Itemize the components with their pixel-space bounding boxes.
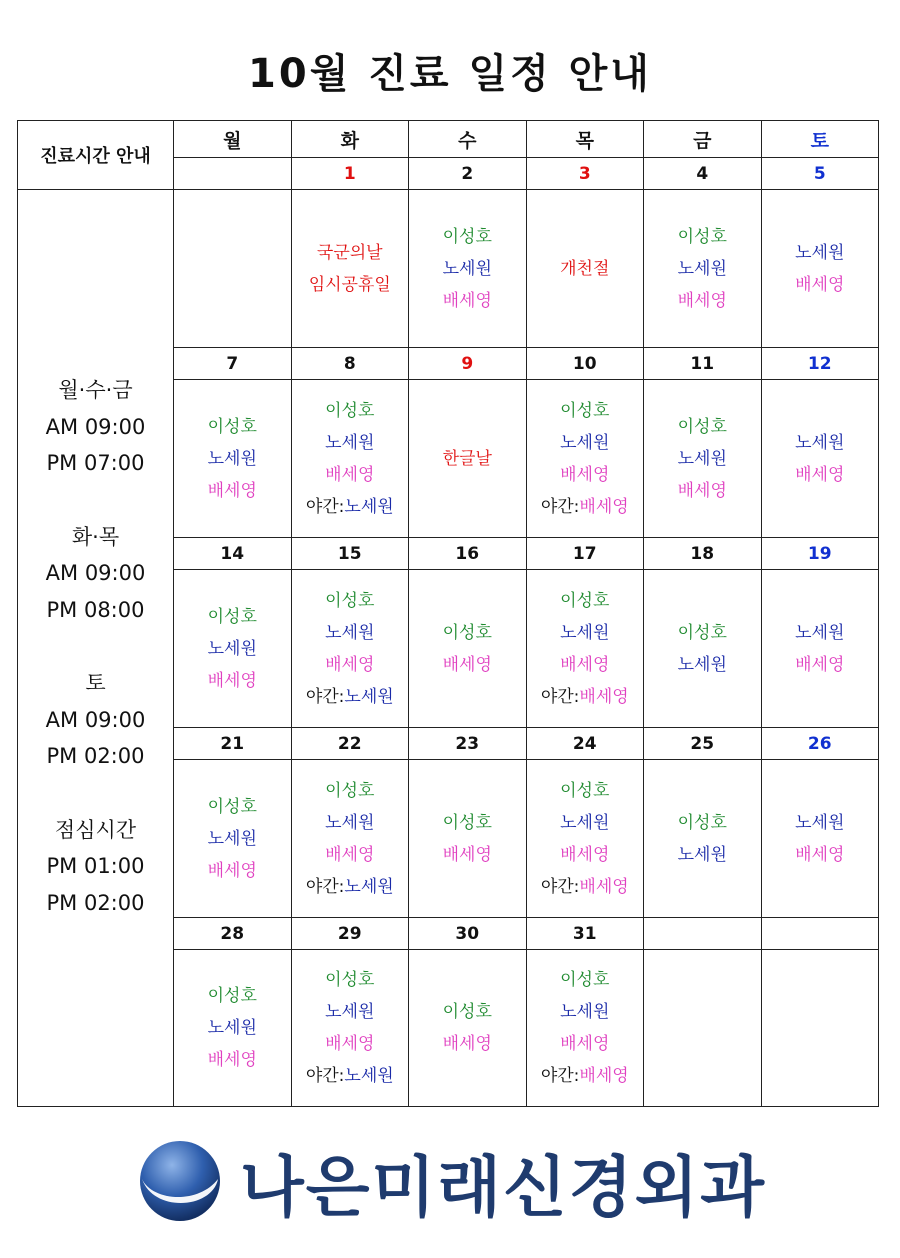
night-doctor: 배세영 — [579, 686, 629, 707]
night-doctor: 노세원 — [344, 876, 394, 897]
schedule-cell — [174, 950, 292, 1107]
night-doctor: 배세영 — [579, 1066, 629, 1086]
doctor-name: 노세원 — [207, 1018, 257, 1038]
hospital-logo-icon — [138, 1139, 222, 1223]
doctor-name: 노세원 — [677, 844, 727, 865]
doctor-name: 노세원 — [677, 448, 727, 469]
date-cell: 30 — [409, 918, 527, 950]
doctor-name: 배세영 — [560, 654, 610, 675]
doctor-name: 노세원 — [795, 812, 845, 833]
night-shift — [527, 871, 644, 903]
date-cell: 31 — [526, 918, 644, 950]
night-prefix: 야간: — [540, 496, 580, 517]
date-cell: 21 — [174, 728, 292, 760]
schedule-cell — [761, 760, 879, 918]
schedule-cell — [291, 950, 409, 1107]
doctor-name: 배세영 — [795, 274, 845, 295]
doctor-name: 이성호 — [560, 780, 610, 801]
holiday-label: 개천절 — [560, 258, 610, 279]
holiday-label: 임시공휴일 — [308, 274, 391, 295]
night-prefix: 야간: — [305, 496, 345, 517]
date-cell: 7 — [174, 348, 292, 380]
doctor-name: 노세원 — [560, 1002, 610, 1022]
schedule-cell — [526, 760, 644, 918]
date-cell: 15 — [291, 538, 409, 570]
weekday-fri: 금 — [644, 121, 762, 158]
date-cell: 22 — [291, 728, 409, 760]
doctor-name: 노세원 — [560, 432, 610, 453]
doctor-name: 노세원 — [795, 622, 845, 643]
hours-header: 진료시간 안내 — [18, 121, 174, 190]
night-shift — [527, 1060, 644, 1092]
doctor-name: 노세원 — [325, 432, 375, 453]
date-cell: 4 — [644, 158, 762, 190]
doctor-name: 이성호 — [325, 400, 375, 421]
date-cell: 9 — [409, 348, 527, 380]
doctor-name: 이성호 — [207, 606, 257, 627]
hospital-name: 나은미래신경외과 — [240, 1148, 767, 1226]
night-prefix: 야간: — [305, 876, 345, 897]
doctor-name: 노세원 — [207, 828, 257, 849]
hospital-footer — [138, 1136, 798, 1226]
schedule-cell — [409, 190, 527, 348]
date-cell: 5 — [761, 158, 879, 190]
weekday-sat: 토 — [761, 121, 879, 158]
schedule-cell — [644, 950, 762, 1107]
doctor-name: 노세원 — [325, 622, 375, 643]
doctor-name: 이성호 — [560, 400, 610, 421]
schedule-cell — [761, 190, 879, 348]
schedule-cell — [409, 760, 527, 918]
hours-tt-am: AM 09:00 — [45, 561, 146, 585]
page-title: 10월 진료 일정 안내 — [248, 51, 652, 97]
doctor-name: 이성호 — [560, 590, 610, 611]
doctor-name: 배세영 — [325, 654, 375, 675]
date-cell — [761, 918, 879, 950]
schedule-cell — [174, 760, 292, 918]
schedule-cell — [409, 950, 527, 1107]
night-prefix: 야간: — [540, 686, 580, 707]
date-cell: 16 — [409, 538, 527, 570]
schedule-cell — [644, 380, 762, 538]
night-prefix: 야간: — [540, 876, 580, 897]
date-cell: 14 — [174, 538, 292, 570]
doctor-name: 배세영 — [560, 844, 610, 865]
doctor-name: 배세영 — [325, 844, 375, 865]
schedule-cell — [644, 190, 762, 348]
doctor-name: 이성호 — [677, 622, 727, 643]
hours-lunch-label: 점심시간 — [54, 817, 137, 842]
doctor-name: 노세원 — [325, 1002, 375, 1022]
schedule-cell — [409, 380, 527, 538]
night-prefix: 야간: — [305, 686, 345, 707]
doctor-name: 이성호 — [325, 970, 375, 990]
night-shift — [527, 491, 644, 523]
schedule-cell — [761, 380, 879, 538]
weekday-mon: 월 — [174, 121, 292, 158]
doctor-name: 배세영 — [795, 464, 845, 485]
doctor-name: 이성호 — [442, 1002, 492, 1022]
date-cell: 18 — [644, 538, 762, 570]
night-shift — [292, 871, 409, 903]
clinic-hours-panel — [18, 190, 174, 1107]
night-prefix: 야간: — [305, 1066, 345, 1086]
schedule-cell — [291, 190, 409, 348]
night-shift — [292, 1060, 409, 1092]
schedule-cell — [174, 570, 292, 728]
schedule-cell — [291, 380, 409, 538]
schedule-cell — [526, 570, 644, 728]
doctor-name: 배세영 — [325, 464, 375, 485]
doctor-name: 노세원 — [207, 638, 257, 659]
doctor-name: 배세영 — [560, 464, 610, 485]
schedule-cell — [526, 380, 644, 538]
schedule-cell — [761, 950, 879, 1107]
schedule-cell — [174, 380, 292, 538]
doctor-name: 배세영 — [207, 480, 257, 501]
hours-mwf-am: AM 09:00 — [45, 414, 146, 439]
doctor-name: 노세원 — [442, 258, 492, 279]
date-cell: 29 — [291, 918, 409, 950]
schedule-cell — [291, 570, 409, 728]
hours-mwf-label: 월·수·금 — [58, 378, 133, 402]
doctor-name: 이성호 — [560, 970, 610, 990]
date-cell: 8 — [291, 348, 409, 380]
doctor-name: 배세영 — [442, 290, 492, 311]
hours-tt-pm: PM 08:00 — [46, 597, 145, 622]
doctor-name: 노세원 — [677, 258, 727, 279]
night-prefix: 야간: — [540, 1066, 580, 1086]
doctor-name: 이성호 — [442, 622, 492, 643]
hours-sat-am: AM 09:00 — [45, 707, 146, 732]
night-doctor: 노세원 — [344, 1066, 394, 1086]
doctor-name: 이성호 — [325, 590, 375, 611]
doctor-name: 노세원 — [560, 812, 610, 833]
night-shift — [292, 681, 409, 713]
weekday-thu: 목 — [526, 121, 644, 158]
night-doctor: 배세영 — [579, 496, 629, 517]
doctor-name: 이성호 — [207, 986, 257, 1006]
date-cell: 28 — [174, 918, 292, 950]
schedule-cell — [291, 760, 409, 918]
hours-mwf-pm: PM 07:00 — [46, 451, 145, 475]
holiday-label: 국군의날 — [316, 242, 383, 263]
date-cell: 3 — [526, 158, 644, 190]
date-cell: 12 — [761, 348, 879, 380]
doctor-name: 배세영 — [207, 1050, 257, 1070]
date-cell: 2 — [409, 158, 527, 190]
doctor-name: 노세원 — [795, 432, 845, 453]
doctor-name: 노세원 — [325, 812, 375, 833]
schedule-cell — [526, 190, 644, 348]
night-doctor: 노세원 — [344, 686, 394, 707]
doctor-name: 이성호 — [325, 780, 375, 801]
doctor-name: 이성호 — [207, 416, 257, 437]
doctor-name: 배세영 — [442, 654, 492, 675]
holiday-label: 한글날 — [442, 448, 492, 469]
doctor-name: 배세영 — [207, 670, 257, 691]
doctor-name: 이성호 — [442, 226, 492, 247]
doctor-name: 배세영 — [677, 290, 727, 311]
hours-tt-label: 화·목 — [71, 524, 120, 549]
date-cell: 25 — [644, 728, 762, 760]
doctor-name: 이성호 — [677, 226, 727, 247]
night-doctor: 배세영 — [579, 876, 629, 897]
schedule-cell — [174, 190, 292, 348]
schedule-calendar — [17, 120, 879, 1107]
date-cell: 11 — [644, 348, 762, 380]
date-cell: 1 — [291, 158, 409, 190]
schedule-cell — [761, 570, 879, 728]
doctor-name: 배세영 — [207, 860, 257, 881]
doctor-name: 이성호 — [677, 812, 727, 833]
night-shift — [292, 491, 409, 523]
date-cell — [644, 918, 762, 950]
schedule-cell — [526, 950, 644, 1107]
doctor-name: 배세영 — [677, 480, 727, 501]
weekday-tue: 화 — [291, 121, 409, 158]
doctor-name: 노세원 — [795, 242, 845, 263]
doctor-name: 이성호 — [677, 416, 727, 437]
doctor-name: 노세원 — [560, 622, 610, 643]
hours-sat-pm: PM 02:00 — [46, 744, 145, 768]
weekday-wed: 수 — [409, 121, 527, 158]
schedule-cell — [644, 570, 762, 728]
doctor-name: 이성호 — [207, 796, 257, 817]
hours-sat-label: 토 — [85, 671, 106, 695]
date-cell: 23 — [409, 728, 527, 760]
night-doctor: 노세원 — [344, 496, 394, 517]
date-cell: 10 — [526, 348, 644, 380]
doctor-name: 배세영 — [795, 654, 845, 675]
date-cell — [174, 158, 292, 190]
schedule-cell — [644, 760, 762, 918]
night-shift — [527, 681, 644, 713]
schedule-cell — [409, 570, 527, 728]
date-cell: 24 — [526, 728, 644, 760]
date-cell: 26 — [761, 728, 879, 760]
doctor-name: 배세영 — [442, 1034, 492, 1054]
date-cell: 17 — [526, 538, 644, 570]
doctor-name: 배세영 — [442, 844, 492, 865]
doctor-name: 배세영 — [795, 844, 845, 865]
hours-lunch-start: PM 01:00 — [46, 854, 145, 878]
doctor-name: 배세영 — [560, 1034, 610, 1054]
hours-lunch-end: PM 02:00 — [46, 890, 145, 915]
doctor-name: 노세원 — [677, 654, 727, 675]
doctor-name: 이성호 — [442, 812, 492, 833]
date-cell: 19 — [761, 538, 879, 570]
doctor-name: 노세원 — [207, 448, 257, 469]
doctor-name: 배세영 — [325, 1034, 375, 1054]
